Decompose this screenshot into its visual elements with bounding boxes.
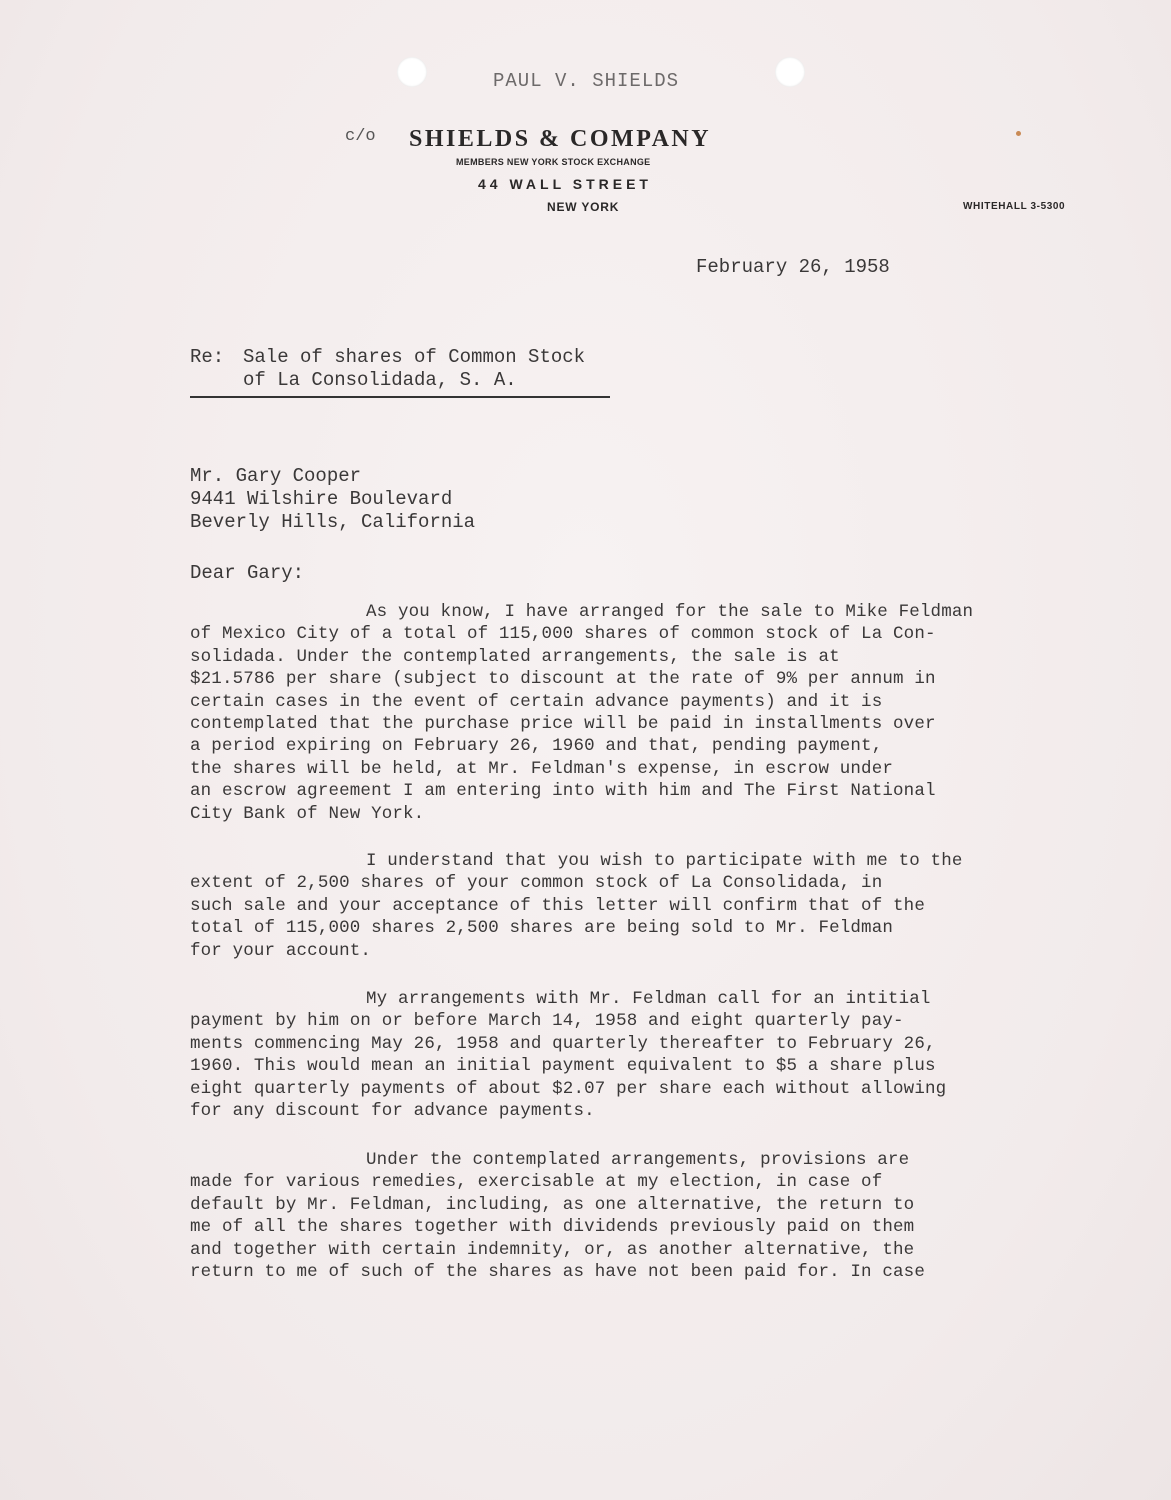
letter-date: February 26, 1958 xyxy=(696,256,890,278)
paragraph-line: such sale and your acceptance of this letter will confirm that of the xyxy=(190,895,925,916)
paragraph-line: eight quarterly payments of about $2.07 per share each without allowing xyxy=(190,1078,947,1099)
paragraph-line: and together with certain indemnity, or, as another alternative, the xyxy=(190,1239,915,1260)
paragraph xyxy=(190,850,1090,962)
paragraph-line: return to me of such of the shares as have not been paid for. In case xyxy=(190,1261,925,1282)
letterhead-company: SHIELDS & COMPANY xyxy=(409,126,712,152)
paragraph xyxy=(190,1149,1090,1283)
address-line: Mr. Gary Cooper xyxy=(190,465,362,487)
paragraph-line: for your account. xyxy=(190,940,372,961)
paragraph-line: ments commencing May 26, 1958 and quarterly thereafter to February 26, xyxy=(190,1033,936,1054)
paragraph-line: an escrow agreement I am entering into with him and The First National xyxy=(190,781,936,802)
paragraph-line: $21.5786 per share (subject to discount at the rate of 9% per annum in xyxy=(190,669,936,690)
paragraph-line: contemplated that the purchase price will be paid in installments over xyxy=(190,713,936,734)
salutation: Dear Gary: xyxy=(190,562,305,584)
paragraph-line: total of 115,000 shares 2,500 shares are being sold to Mr. Feldman xyxy=(190,918,894,939)
letterhead-care-of: c/o xyxy=(345,127,376,146)
letterhead-street: 44 WALL STREET xyxy=(478,176,652,192)
paragraph-line: As you know, I have arranged for the sale to Mike Feldman xyxy=(366,602,974,622)
letterhead-city: NEW YORK xyxy=(547,200,620,214)
paragraph-line: made for various remedies, exercisable at my election, in case of xyxy=(190,1172,883,1193)
paragraph-line: me of all the shares together with dividends previously paid on them xyxy=(190,1217,915,1238)
address-line: 9441 Wilshire Boulevard xyxy=(190,488,453,510)
paragraph-line: extent of 2,500 shares of your common stock of La Consolidada, in xyxy=(190,873,883,894)
paragraph-line: default by Mr. Feldman, including, as one alternative, the return to xyxy=(190,1194,915,1215)
paragraph-line: for any discount for advance payments. xyxy=(190,1100,595,1121)
paragraph-line: the shares will be held, at Mr. Feldman's expense, in escrow under xyxy=(190,758,894,779)
paragraph xyxy=(190,988,1090,1122)
punch-hole-right xyxy=(775,57,805,87)
paper-speck xyxy=(1016,131,1021,136)
paragraph-line: I understand that you wish to participate with me to the xyxy=(366,851,963,871)
paragraph-line: a period expiring on February 26, 1960 and that, pending payment, xyxy=(190,736,883,757)
punch-hole-left xyxy=(397,57,427,87)
paragraph-line: My arrangements with Mr. Feldman call for an intitial xyxy=(366,989,931,1009)
paragraph xyxy=(190,601,1090,825)
re-line: Sale of shares of Common Stock xyxy=(243,346,586,368)
paragraph-line: certain cases in the event of certain advance payments) and it is xyxy=(190,691,883,712)
re-label: Re: xyxy=(190,346,225,368)
paragraph-line: payment by him on or before March 14, 1958 and eight quarterly pay- xyxy=(190,1011,904,1032)
paragraph-line: Under the contemplated arrangements, provisions are xyxy=(366,1150,910,1170)
letterhead-phone: WHITEHALL 3-5300 xyxy=(963,201,1066,212)
re-underline xyxy=(190,396,610,398)
letterhead-members: MEMBERS NEW YORK STOCK EXCHANGE xyxy=(456,157,651,167)
paragraph-line: solidada. Under the contemplated arrangements, the sale is at xyxy=(190,646,840,667)
address-line: Beverly Hills, California xyxy=(190,511,476,533)
paragraph-line: City Bank of New York. xyxy=(190,803,425,824)
paragraph-line: of Mexico City of a total of 115,000 shares of common stock of La Con- xyxy=(190,624,936,645)
letterhead-person: PAUL V. SHIELDS xyxy=(493,70,680,92)
re-line: of La Consolidada, S. A. xyxy=(243,369,517,391)
paragraph-line: 1960. This would mean an initial payment equivalent to $5 a share plus xyxy=(190,1056,936,1077)
